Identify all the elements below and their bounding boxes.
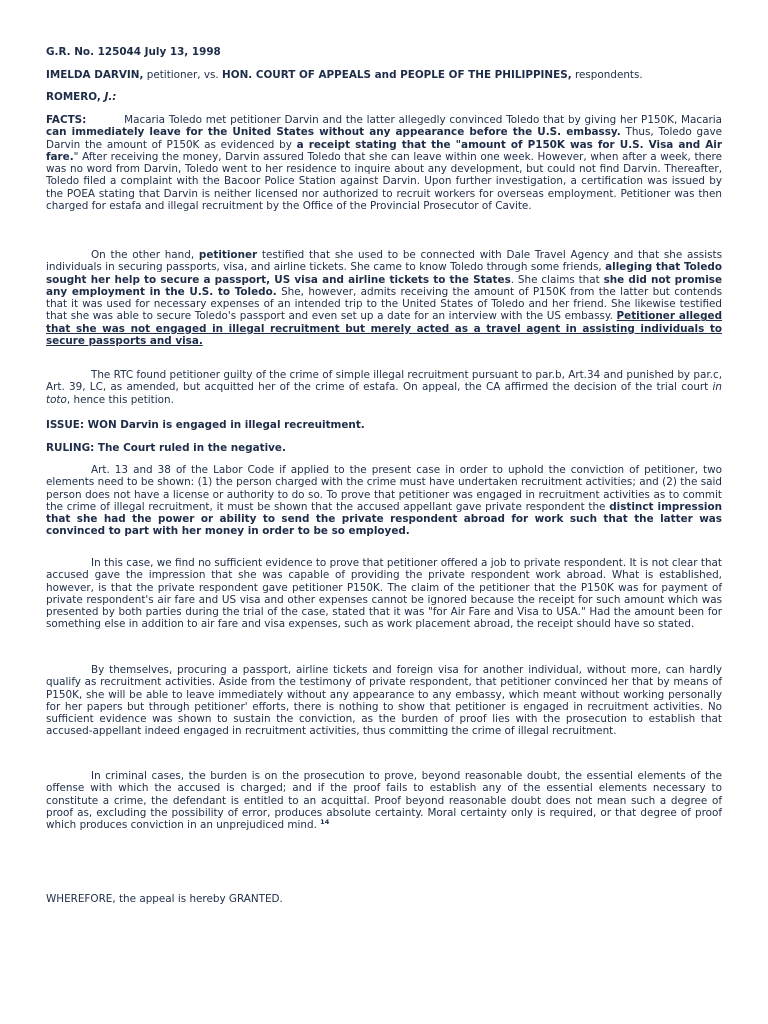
wherefore-clause <box>46 893 722 905</box>
ruling-paragraph-1 <box>46 464 722 538</box>
facts-text: The RTC found petitioner guilty of the crime of simple illegal recruitment pursuant to par.b, Art.34 and punished by par.c, Art. 39, LC, as amended, but acquitted her of the crime of estafa. On appeal, the CA affirmed the decision of the trial court <box>46 369 722 394</box>
ponente <box>46 91 722 103</box>
ponente-suffix: J.: <box>104 91 117 103</box>
facts-text: , hence this petition. <box>66 393 174 406</box>
ruling-paragraph-2 <box>46 557 722 631</box>
facts-paragraph-2 <box>46 249 722 347</box>
ruling-paragraph-3 <box>46 664 722 738</box>
issue-text: ISSUE: WON Darvin is engaged in illegal recreuitment. <box>46 419 365 431</box>
facts-emphasis: alleging that Toledo sought her help to secure a passport, US visa and airline tickets to the States <box>46 261 722 286</box>
case-title <box>46 69 722 81</box>
petitioner-name: IMELDA DARVIN, <box>46 69 144 81</box>
facts-text: " After receiving the money, Darvin assured Toledo that she can leave within one week. However, when after a week, there was no word from Darvin, Toledo went to her residence to inquire about any development, but could not find Darvin. Thereafter, Toledo filed a complaint with the Bacoor Police Station against Darvin. Upon further investigation, a certification was issued by the POEA stating that Darvin is neither licensed nor authorized to recruit workers for overseas employment. Petitioner was then charged for estafa and illegal recruitment by the Office of the Provincial Prosecutor of Cavite. <box>46 150 722 213</box>
facts-label: FACTS: <box>46 114 87 126</box>
ponente-name: ROMERO, <box>46 91 105 103</box>
facts-text: Macaria Toledo met petitioner Darvin and the latter allegedly convinced Toledo that by giving her P150K, Macaria <box>86 114 726 126</box>
facts-emphasis: a receipt stating that the "amount of P150K was for U.S. Visa and Air fare. <box>46 138 722 163</box>
footnote-marker: 14 <box>320 818 330 827</box>
facts-paragraph-1 <box>46 114 726 213</box>
facts-text: She, however, admits receiving the amount of P150K from the latter but contends that it was used for necessary expenses of an intended trip to the United States of Toledo and her friend. She likewise testified that she was able to secure Toledo's passport and even set up a date for an interview with the US embassy. <box>46 285 722 323</box>
facts-text: On the other hand, <box>91 249 199 261</box>
facts-text: Thus, Toledo gave Darvin the amount of P150K as evidenced by <box>46 126 722 151</box>
respondents-text: respondents. <box>571 69 643 81</box>
facts-emphasis: can immediately leave for the United States without any appearance before the U.S. embassy. <box>46 126 621 139</box>
facts-underlined-emphasis: Petitioner alleged that she was not engaged in illegal recruitment but merely acted as a travel agent in assisting individuals to secure passports and visa. <box>46 310 723 348</box>
respondent-name: HON. COURT OF APPEALS and PEOPLE OF THE PHILIPPINES, <box>222 69 572 81</box>
issue <box>46 419 722 431</box>
wherefore-text: WHEREFORE, the appeal is hereby GRANTED. <box>46 893 283 905</box>
case-number <box>46 46 722 58</box>
facts-emphasis: petitioner <box>198 249 258 261</box>
ruling-paragraph-4 <box>46 770 722 831</box>
ruling-emphasis: distinct impression that she had the power or ability to send the private respondent abroad for work such that the latter was convinced to part with her money in order to be so employed. <box>46 500 722 538</box>
ruling-text: In criminal cases, the burden is on the prosecution to prove, beyond reasonable doubt, the essential elements of the offense with which the accused is charged; and if the proof fails to establish any of the essential elements necessary to constitute a crime, the defendant is entitled to an acquittal. Proof beyond reasonable doubt does not mean such a degree of proof as, excluding the possibility of error, produces absolute certainty. Moral certainty only is required, or that degree of proof which produces conviction in an unprejudiced mind. <box>46 770 722 832</box>
ruling-text: Art. 13 and 38 of the Labor Code if applied to the present case in order to uphold the conviction of petitioner, two elements need to be shown: (1) the person charged with the crime must have undertaken recruitment activities; and (2) the said person does not have a license or authority to do so. To prove that petitioner was engaged in recruitment activities as to commit the crime of illegal recruitment, it must be shown that the accused appellant gave private respondent the <box>46 464 722 513</box>
facts-emphasis: she did not promise any employment in the U.S. to Toledo. <box>46 273 722 298</box>
facts-italic: in toto <box>46 381 722 406</box>
facts-paragraph-3 <box>46 369 722 406</box>
ruling-heading <box>46 442 722 454</box>
facts-text: . She claims that <box>510 273 604 286</box>
case-number-text: G.R. No. 125044 July 13, 1998 <box>46 46 221 58</box>
versus-text: petitioner, vs. <box>143 69 223 81</box>
ruling-text: In this case, we find no sufficient evidence to prove that petitioner offered a job to private respondent. It is not clear that accused gave the impression that she was capable of providing the private respondent work abroad. What is established, however, is that the private respondent gave petitioner P150K. The claim of the petitioner that the P150K was for payment of private respondent's air fare and US visa and other expenses cannot be ignored because the receipt for such amount which was presented by both parties during the trial of the case, stated that it was "for Air Fare and Visa to USA." Had the amount been for something else in addition to air fare and visa expenses, such as work placement abroad, the receipt should have so stated. <box>46 557 722 631</box>
ruling-text: By themselves, procuring a passport, airline tickets and foreign visa for another individual, without more, can hardly qualify as recruitment activities. Aside from the testimony of private respondent, that petitioner convinced her that by means of P150K, she will be able to leave immediately without any appearance to any embassy, which meant without working personally for her papers but through petitioner' efforts, there is nothing to show that petitioner is engaged in recruitment activities. No sufficient evidence was shown to sustain the conviction, as the burden of proof lies with the prosecution to establish that accused-appellant indeed engaged in recruitment activities, thus committing the crime of illegal recruitment. <box>46 664 722 738</box>
facts-text: testified that she used to be connected with Dale Travel Agency and that she assists individuals in securing passports, visa, and airline tickets. She came to know Toledo through some friends, <box>46 249 723 274</box>
ruling-heading-text: RULING: The Court ruled in the negative. <box>46 442 286 454</box>
